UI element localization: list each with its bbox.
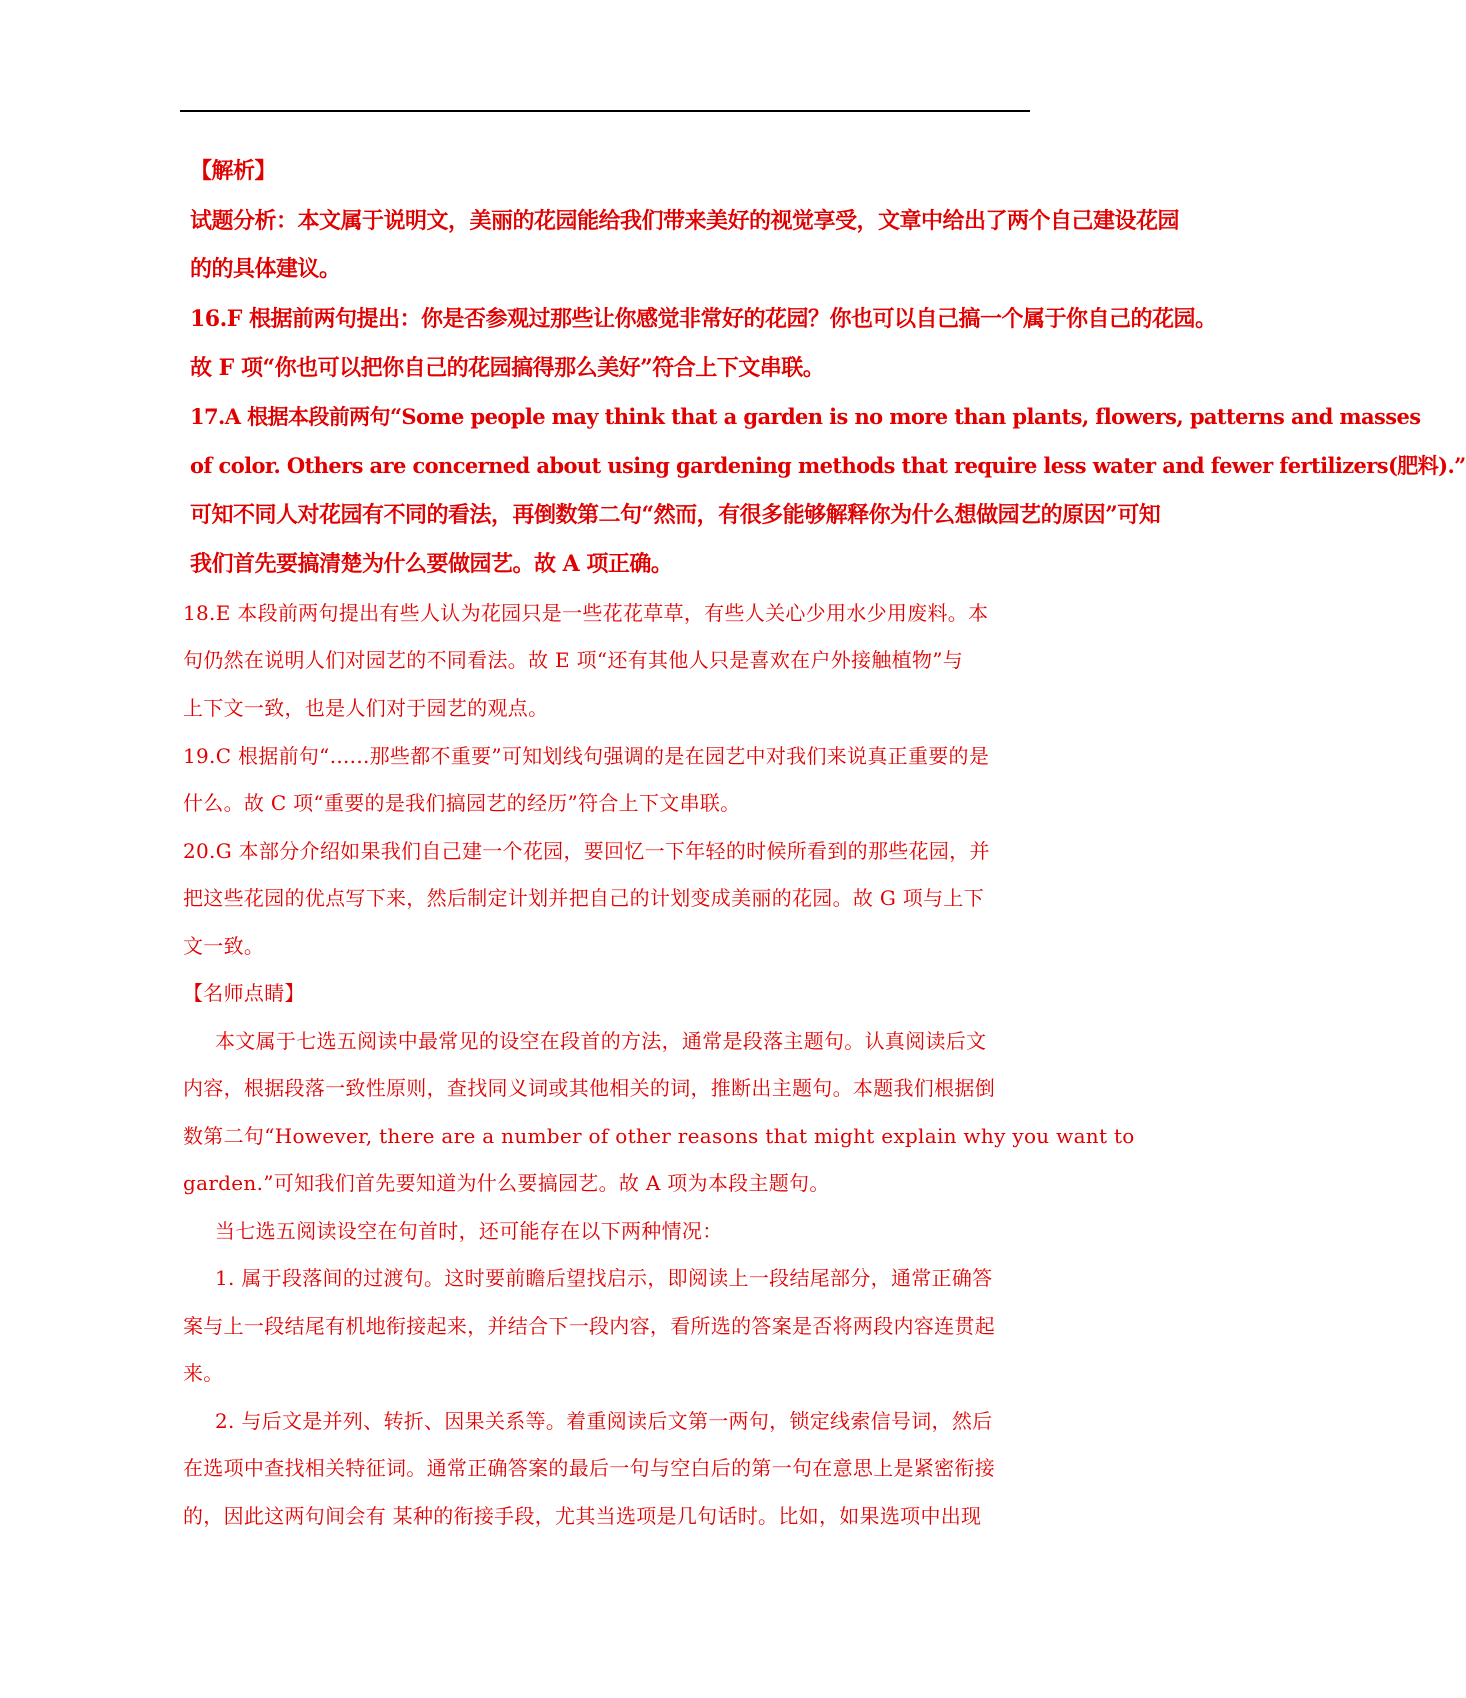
answer-20-line: 文一致。: [183, 934, 265, 958]
tips-paragraph-line: 数第二句“However, there are a number of other reasons that might explain why you want to: [183, 1124, 1135, 1148]
tips-paragraph-line: 内容，根据段落一致性原则，查找同义词或其他相关的词，推断出主题句。本题我们根据倒: [183, 1076, 995, 1100]
tips-list-item-line: 的，因此这两句间会有 某种的衔接手段，尤其当选项是几句话时。比如，如果选项中出现: [183, 1504, 982, 1528]
analysis-summary-line: 的的具体建议。: [190, 256, 341, 282]
tips-list-item-line: 2. 与后文是并列、转折、因果关系等。着重阅读后文第一两句，锁定线索信号词，然后: [215, 1409, 993, 1433]
answer-17-line: of color. Others are concerned about using gardening methods that require less water and fewer fertilizers(肥料).”: [190, 453, 1466, 478]
tips-list-item-line: 来。: [183, 1361, 224, 1385]
tips-list-item-line: 在选项中查找相关特征词。通常正确答案的最后一句与空白后的第一句在意思上是紧密衔接: [183, 1456, 995, 1480]
tips-paragraph-line: 当七选五阅读设空在句首时，还可能存在以下两种情况：: [215, 1219, 723, 1243]
answer-19-line: 19.C 根据前句“......那些都不重要”可知划线句强调的是在园艺中对我们来说真正重要的是: [183, 744, 990, 768]
tips-paragraph-line: garden.”可知我们首先要知道为什么要搞园艺。故 A 项为本段主题句。: [183, 1171, 830, 1195]
answer-18-line: 18.E 本段前两句提出有些人认为花园只是一些花花草草，有些人关心少用水少用废料。本: [183, 601, 989, 625]
answer-16-line: 16.F 根据前两句提出：你是否参观过那些让你感觉非常好的花园？你也可以自己搞一个属于你自己的花园。: [190, 306, 1217, 332]
answer-17-line: 可知不同人对花园有不同的看法，再倒数第二句“然而，有很多能够解释你为什么想做园艺的原因”可知: [190, 502, 1161, 528]
tips-list-item-line: 1. 属于段落间的过渡句。这时要前瞻后望找启示，即阅读上一段结尾部分，通常正确答: [215, 1266, 993, 1290]
tips-heading: 【名师点睛】: [183, 981, 305, 1005]
answer-18-line: 句仍然在说明人们对园艺的不同看法。故 E 项“还有其他人只是喜欢在户外接触植物”与: [183, 648, 964, 672]
analysis-summary-line: 试题分析：本文属于说明文，美丽的花园能给我们带来美好的视觉享受，文章中给出了两个自己建设花园: [190, 208, 1180, 234]
answer-16-line: 故 F 项“你也可以把你自己的花园搞得那么美好”符合上下文串联。: [190, 355, 825, 381]
answer-18-line: 上下文一致，也是人们对于园艺的观点。: [183, 696, 549, 720]
answer-17-line: 17.A 根据本段前两句“Some people may think that a garden is no more than plants, flowers, patterns and masses: [190, 404, 1421, 429]
answer-20-line: 20.G 本部分介绍如果我们自己建一个花园，要回忆一下年轻的时候所看到的那些花园，并: [183, 839, 990, 863]
answer-20-line: 把这些花园的优点写下来，然后制定计划并把自己的计划变成美丽的花园。故 G 项与上下: [183, 886, 984, 910]
answer-17-line: 我们首先要搞清楚为什么要做园艺。故 A 项正确。: [190, 551, 673, 577]
tips-list-item-line: 案与上一段结尾有机地衔接起来，并结合下一段内容，看所选的答案是否将两段内容连贯起: [183, 1314, 995, 1338]
header-rule: [180, 110, 1030, 112]
answer-19-line: 什么。故 C 项“重要的是我们搞园艺的经历”符合上下文串联。: [183, 791, 741, 815]
analysis-heading: 【解析】: [190, 158, 277, 184]
tips-paragraph-line: 本文属于七选五阅读中最常见的设空在段首的方法，通常是段落主题句。认真阅读后文: [215, 1029, 987, 1053]
